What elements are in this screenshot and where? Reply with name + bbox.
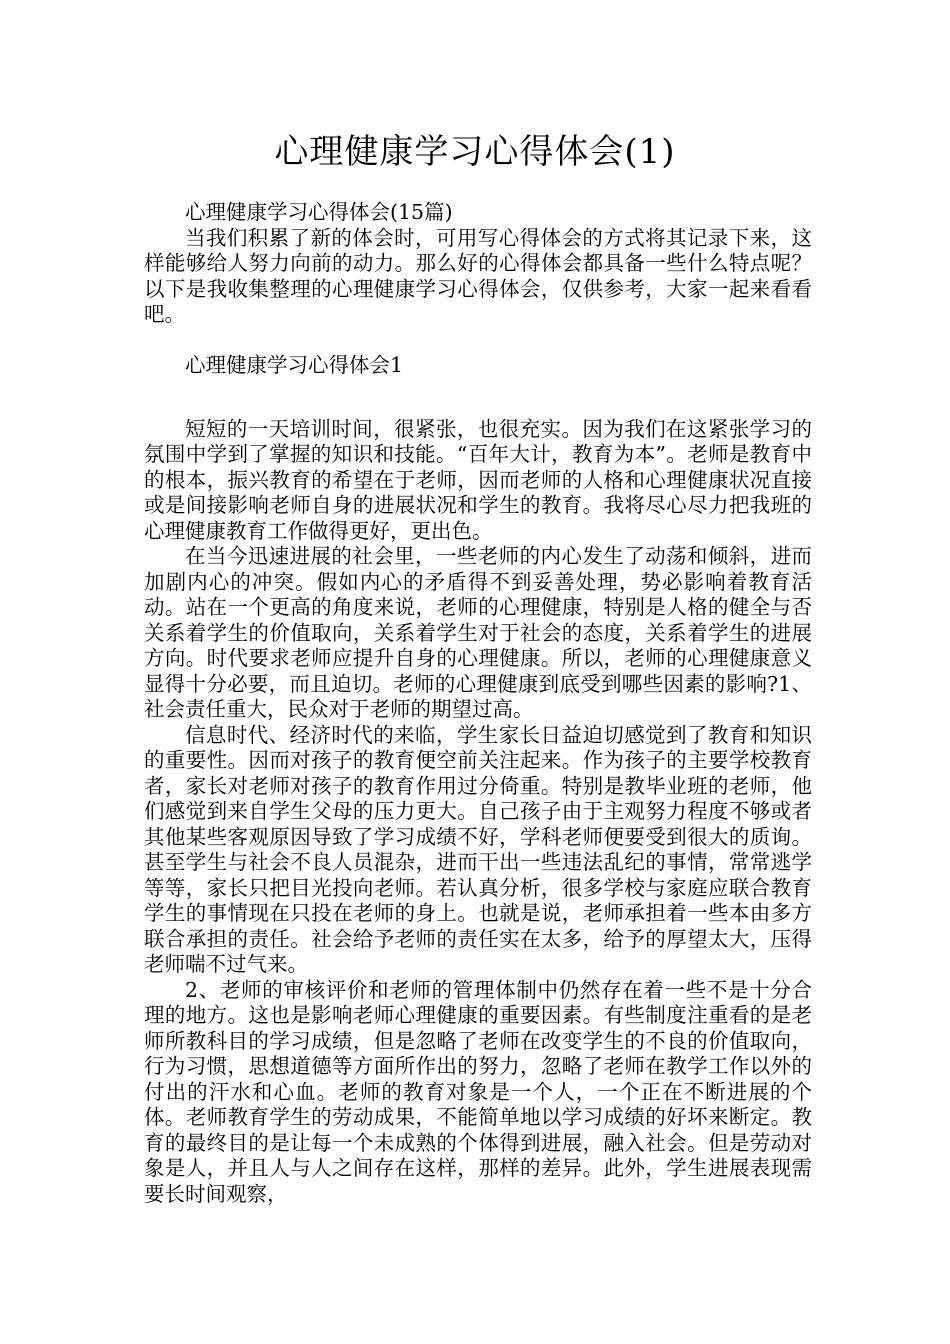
body-paragraph: 短短的一天培训时间，很紧张，也很充实。因为我们在这紧张学习的氛围中学到了掌握的知识和技能。“百年大计，教育为本”。老师是教育中的根本，振兴教育的希望在于老师，因而老师的人格和心理健康状况直接或是间接影响老师自身的进展状况和学生的教育。我将尽心尽力把我班的心理健康教育工作做得更好，更出色。: [144, 416, 812, 543]
body-paragraph: 信息时代、经济时代的来临，学生家长日益迫切感觉到了教育和知识的重要性。因而对孩子的教育便空前关注起来。作为孩子的主要学校教育者，家长对老师对孩子的教育作用过分倚重。特别是教毕业班的老师，他们感觉到来自学生父母的压力更大。自己孩子由于主观努力程度不够或者其他某些客观原因导致了学习成绩不好，学科老师便要受到很大的质询。甚至学生与社会不良人员混杂，进而干出一些违法乱纪的事情，常常逃学等等，家长只把目光投向老师。若认真分析，很多学校与家庭应联合教育学生的事情现在只投在老师的身上。也就是说，老师承担着一些本由多方联合承担的责任。社会给予老师的责任实在太多，给予的厚望太大，压得老师喘不过气来。: [144, 722, 812, 976]
section-heading: 心理健康学习心得体会1: [185, 353, 404, 377]
body-paragraph: 2、老师的审核评价和老师的管理体制中仍然存在着一些不是十分合理的地方。这也是影响老师心理健康的重要因素。有些制度注重看的是老师所教科目的学习成绩，但是忽略了老师在改变学生的不良的价值取向，行为习惯，思想道德等方面所作出的努力，忽略了老师在教学工作以外的付出的汗水和心血。老师的教育对象是一个人，一个正在不断进展的个体。老师教育学生的劳动成果，不能简单地以学习成绩的好坏来断定。教育的最终目的是让每一个未成熟的个体得到进展，融入社会。但是劳动对象是人，并且人与人之间存在这样，那样的差异。此外，学生进展表现需要长时间观察，: [144, 977, 812, 1206]
document-title: 心理健康学习心得体会(1): [274, 132, 676, 172]
intro-paragraph: 当我们积累了新的体会时，可用写心得体会的方式将其记录下来，这样能够给人努力向前的动力。那么好的心得体会都具备一些什么特点呢？以下是我收集整理的心理健康学习心得体会，仅供参考，大家一起来看看吧。: [144, 225, 812, 326]
body-paragraph: 在当今迅速进展的社会里，一些老师的内心发生了动荡和倾斜，进而加剧内心的冲突。假如内心的矛盾得不到妥善处理，势必影响着教育活动。站在一个更高的角度来说，老师的心理健康，特别是人格的健全与否关系着学生的价值取向，关系着学生对于社会的态度，关系着学生的进展方向。时代要求老师应提升自身的心理健康。所以，老师的心理健康意义显得十分必要，而且迫切。老师的心理健康到底受到哪些因素的影响?1、社会责任重大，民众对于老师的期望过高。: [144, 544, 812, 721]
document-subtitle: 心理健康学习心得体会(15篇): [185, 200, 453, 224]
document-body: [144, 200, 812, 1207]
